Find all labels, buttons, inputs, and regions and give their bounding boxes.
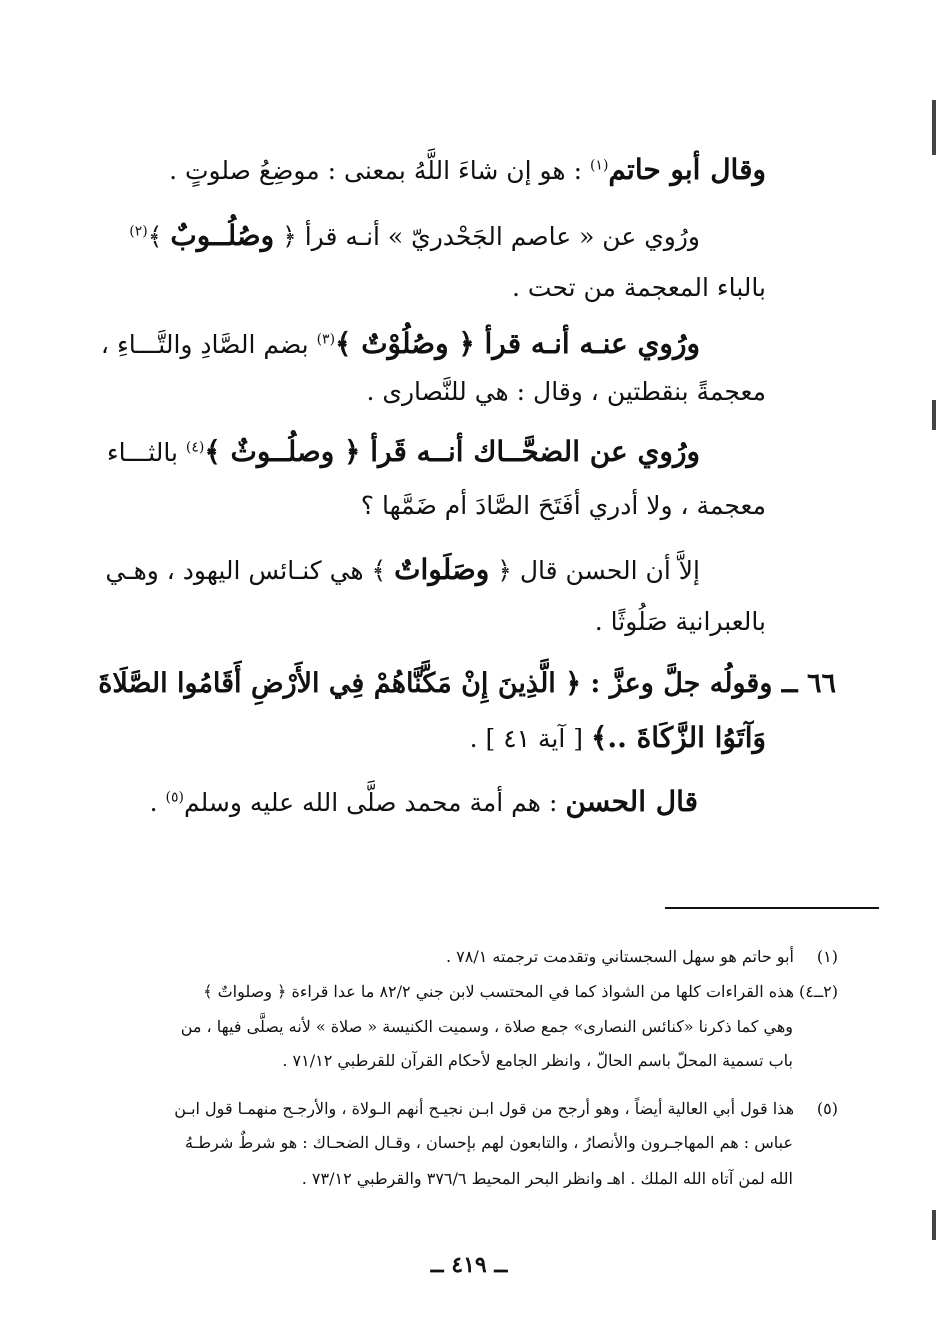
footnote-number: (٥) bbox=[816, 1099, 838, 1118]
paragraph-dahhak-line-2: معجمة ، ولا أدري أفَتَحَ الصَّادَ أم ضَمَّها ؟ bbox=[360, 491, 766, 520]
verse-66-continuation bbox=[470, 716, 766, 761]
bracket-close: ﴾ bbox=[147, 222, 171, 251]
scan-edge-mark bbox=[932, 100, 936, 155]
page-number: ــ ٤١٩ ــ bbox=[430, 1252, 508, 1278]
quranic-reading: وصَلَواتٌ bbox=[394, 553, 490, 586]
paragraph-text: : هو إن شاءَ اللَّهُ بمعنى : موضِعُ صلوتٍ . bbox=[169, 156, 590, 185]
footnote-ref-3: (٣) bbox=[316, 331, 336, 348]
footnote-2-4-line-1 bbox=[104, 975, 838, 1009]
paragraph-end: . bbox=[149, 788, 166, 817]
narration-lead: ورُوي عن الضحَّــاك أنــه قَرأ ﴿ وصلُــوثٌ ﴾ bbox=[204, 435, 700, 468]
paragraph-hasan-commentary bbox=[150, 780, 698, 825]
paragraph-text: : هم أمة محمد صلَّى الله عليه وسلم bbox=[183, 788, 566, 817]
paragraph-jahdari-line-1 bbox=[100, 214, 700, 259]
footnote-5-line-2: عباس : هم المهاجـرون والأنصارُ ، والتابعون لهم بإحسان ، وقـال الضحـاك : هو شرطٌ شرطـهُ bbox=[185, 1133, 793, 1152]
footnote-5-line-3: الله لمن آتاه الله الملك . اهـ وانظر البحر المحيط ٣٧٦/٦ والقرطبي ٧٣/١٢ . bbox=[301, 1169, 793, 1188]
scan-edge-mark bbox=[932, 400, 936, 430]
footnote-5-line-1 bbox=[104, 1092, 838, 1126]
footnote-text: هذه القراءات كلها من الشواذ كما في المحتسب لابن جني ٨٢/٢ ما عدا قراءة ﴿ وصلواتٌ ﴾ bbox=[203, 982, 794, 1001]
paragraph-hasan-line-2: بالعبرانية صَلُوثًا . bbox=[594, 607, 766, 636]
paragraph-text: إلاَّ أن الحسن قال ﴿ bbox=[489, 556, 700, 585]
ayah-reference: [ آية ٤١ ] . bbox=[469, 724, 591, 753]
paragraph-text: ورُوي عن « عاصم الجَحْدريّ » أنـه قرأ ﴿ bbox=[274, 222, 700, 251]
footnote-text: أبو حاتم هو سهل السجستاني وتقدمت ترجمته ٧٨/١ . bbox=[445, 947, 794, 966]
paragraph-text: بضم الصَّادِ والتَّـــاءِ ، bbox=[100, 330, 317, 359]
paragraph-abu-hatim bbox=[100, 148, 766, 193]
paragraph-reading-3-line-2: معجمةً بنقطتين ، وقال : هي للنَّصارى . bbox=[366, 377, 766, 406]
footnote-2-4-line-2: وهي كما ذكرنا «كنائس النصارى» جمع صلاة ، وسميت الكنيسة « صلاة » لأنه يصلَّى فيها ، من bbox=[180, 1017, 793, 1036]
speaker-name: وقال أبو حاتم bbox=[608, 153, 766, 186]
footnote-ref-5: (٥) bbox=[165, 789, 184, 806]
verse-text: وَآتَوُا الزَّكَاةَ ..﴾ bbox=[590, 721, 766, 754]
paragraph-text: ﴾ هي كنـائس اليهود ، وهـي bbox=[105, 556, 395, 585]
footnote-ref-1: (١) bbox=[589, 157, 609, 174]
footnote-divider bbox=[665, 907, 879, 909]
footnote-number: (٢ــ٤) bbox=[798, 982, 838, 1001]
footnote-1 bbox=[446, 940, 838, 974]
footnote-2-4-line-3: باب تسمية المحلّ باسم الحالّ ، وانظر الجامع لأحكام القرآن للقرطبي ٧١/١٢ . bbox=[282, 1051, 793, 1070]
footnote-ref-4: (٤) bbox=[185, 439, 205, 456]
quranic-reading: وصُلُــوبٌ bbox=[170, 219, 275, 252]
paragraph-hasan-line-1 bbox=[100, 548, 700, 593]
scan-edge-mark bbox=[932, 1210, 936, 1240]
paragraph-dahhak-line-1 bbox=[100, 430, 700, 475]
narration-lead: ورُوي عنـه أنـه قرأ ﴿ وصُلُوْتٌ ﴾ bbox=[335, 327, 700, 360]
footnote-number: (١) bbox=[816, 947, 838, 966]
footnote-text: هذا قول أبي العالية أيضاً ، وهو أرجح من قول ابـن نجيـح أنهم الـولاة ، والأرجـح منهمـا قول ابـن bbox=[174, 1099, 794, 1118]
speaker-name: قال الحسن bbox=[565, 785, 698, 818]
verse-66-heading: ٦٦ ــ وقولُه جلَّ وعزَّ : ﴿ الَّذِينَ إِنْ مَكَّنَّاهُمْ فِي الأَرْضِ أَقَامُوا الصَّلَاةَ bbox=[98, 668, 836, 699]
paragraph-reading-3-line-1 bbox=[100, 322, 700, 367]
paragraph-text: بالثـــاء bbox=[106, 438, 186, 467]
paragraph-jahdari-line-2: بالباء المعجمة من تحت . bbox=[512, 273, 766, 302]
footnote-ref-2: (٢) bbox=[129, 223, 148, 240]
